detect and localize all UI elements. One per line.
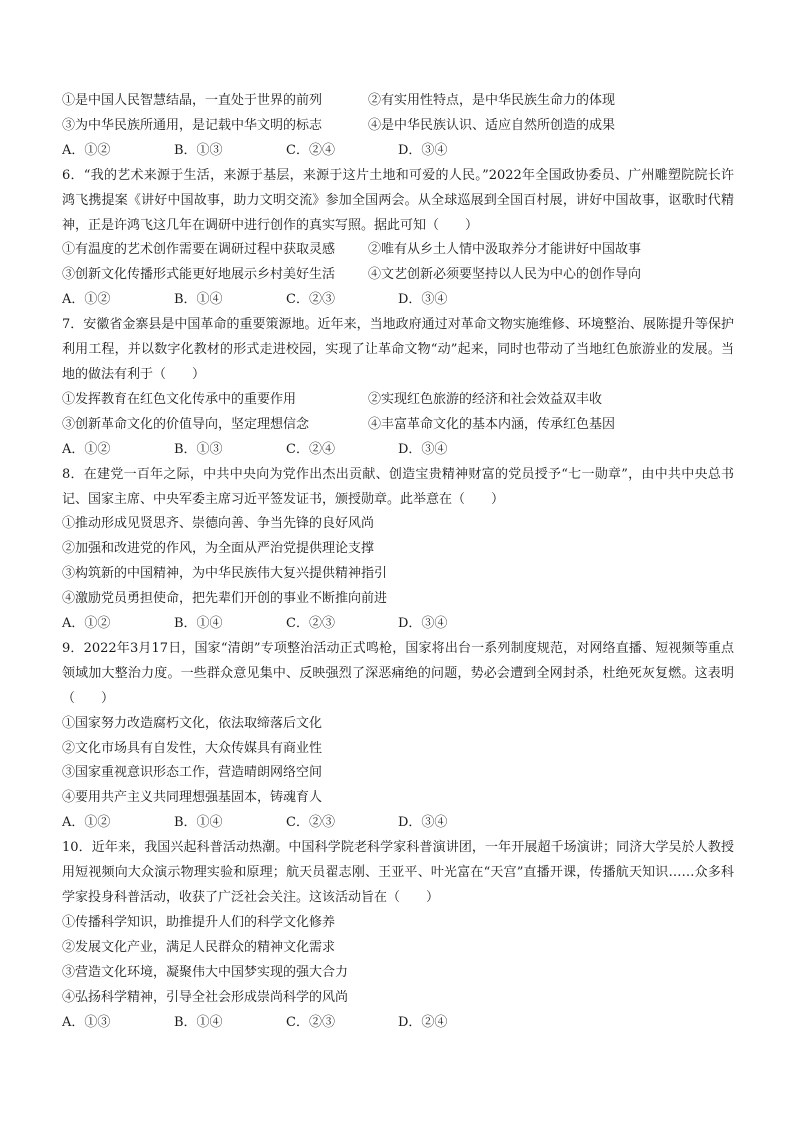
option-4: ④文艺创新必须要坚持以人民为中心的创作导向 — [368, 267, 642, 283]
option-1: ①发挥教育在红色文化传承中的重要作用 — [62, 391, 297, 407]
option-row — [62, 238, 734, 263]
option-row — [62, 413, 734, 438]
answer-b: B．①③ — [174, 441, 223, 457]
answer-a: A．①② — [62, 815, 111, 831]
exam-page — [62, 89, 734, 1035]
answer-a: A．①③ — [62, 1014, 111, 1030]
question-7 — [62, 313, 734, 462]
question-9 — [62, 637, 734, 836]
answer-choices — [62, 1011, 734, 1036]
option-row — [62, 263, 734, 288]
option-row — [62, 89, 734, 114]
answer-c: C．②③ — [286, 292, 335, 308]
option-2: ②实现红色旅游的经济和社会效益双丰收 — [368, 391, 603, 407]
option-1: ①有温度的艺术创作需要在调研过程中获取灵感 — [62, 242, 336, 258]
answer-d: D．③④ — [398, 441, 448, 457]
answer-c: C．②④ — [286, 441, 335, 457]
answer-choices — [62, 612, 734, 637]
answer-a: A．①② — [62, 142, 111, 158]
answer-c: C．②④ — [286, 142, 335, 158]
answer-d: D．③④ — [398, 616, 448, 632]
question-stem: 8．在建党一百年之际，中共中央向为党作出杰出贡献、创造宝贵精神财富的党员授予“七一勋章”，由中共中央总书记、国家主席、中央军委主席习近平签发证书，颁授勋章。此举意在（ ） — [62, 466, 734, 507]
question-8 — [62, 463, 734, 637]
option-3: ③构筑新的中国精神，为中华民族伟大复兴提供精神指引 — [62, 566, 388, 582]
answer-choices — [62, 288, 734, 313]
answer-b: B．①④ — [174, 292, 223, 308]
answer-b: B．①④ — [174, 616, 223, 632]
option-3: ③创新革命文化的价值导向，坚定理想信念 — [62, 416, 310, 432]
question-5-options — [62, 89, 734, 164]
option-4: ④要用共产主义共同理想强基固本，铸魂育人 — [62, 790, 323, 806]
answer-c: C．②③ — [286, 1014, 335, 1030]
option-row — [62, 114, 734, 139]
answer-choices — [62, 139, 734, 164]
answer-a: A．①② — [62, 616, 111, 632]
question-stem: 10．近年来，我国兴起科普活动热潮。中国科学院老科学家科普演讲团，一年开展超千场演讲；同济大学吴於人教授用短视频向大众演示物理实验和原理；航天员翟志刚、王亚平、叶光富在“天宫”直播开课，传播航天知识……众多科学家投身科普活动，收获了广泛社会关注。这该活动旨在（ ） — [62, 840, 734, 905]
answer-b: B．①④ — [174, 1014, 223, 1030]
option-1: ①国家努力改造腐朽文化，依法取缔落后文化 — [62, 715, 323, 731]
option-2: ②有实用性特点，是中华民族生命力的体现 — [368, 93, 616, 108]
option-4: ④弘扬科学精神，引导全社会形成崇尚科学的风尚 — [62, 989, 349, 1005]
question-6 — [62, 164, 734, 313]
option-4: ④是中华民族认识、适应自然所创造的成果 — [368, 117, 616, 133]
option-4: ④激励党员勇担使命，把先辈们开创的事业不断推向前进 — [62, 591, 388, 607]
option-1: ①传播科学知识，助推提升人们的科学文化修养 — [62, 914, 336, 930]
option-2: ②发展文化产业，满足人民群众的精神文化需求 — [62, 939, 336, 955]
answer-choices — [62, 438, 734, 463]
option-4: ④丰富革命文化的基本内涵，传承红色基因 — [368, 416, 616, 432]
option-2: ②加强和改进党的作风，为全面从严治党提供理论支撑 — [62, 541, 375, 557]
answer-b: B．①③ — [174, 142, 223, 158]
answer-c: C．②③ — [286, 616, 335, 632]
answer-c: C．②③ — [286, 815, 335, 831]
option-1: ①推动形成见贤思齐、崇德向善、争当先锋的良好风尚 — [62, 516, 375, 532]
question-stem: 7．安徽省金寨县是中国革命的重要策源地。近年来，当地政府通过对革命文物实施维修、环境整治、展陈提升等保护利用工程，并以数字化教材的形式走进校园，实现了让革命文物“动”起来，同时也带动了当地红色旅游业的发展。当地的做法有利于（ ） — [62, 317, 734, 382]
answer-d: D．②④ — [398, 1014, 448, 1030]
option-2: ②文化市场具有自发性，大众传媒具有商业性 — [62, 740, 323, 756]
answer-a: A．①② — [62, 441, 111, 457]
question-stem: 9．2022年3月17日，国家“清朗”专项整治活动正式鸣枪，国家将出台一系列制度规范，对网络直播、短视频等重点领域加大整治力度。一些群众意见集中、反映强烈了深恶痛绝的问题，势必会遭到全网封杀，杜绝死灰复燃。这表明（ ） — [62, 640, 734, 706]
option-3: ③创新文化传播形式能更好地展示乡村美好生活 — [62, 267, 336, 283]
answer-d: D．③④ — [398, 815, 448, 831]
answer-d: D．③④ — [398, 292, 448, 308]
question-stem: 6．“我的艺术来源于生活，来源于基层，来源于这片土地和可爱的人民。”2022年全国政协委员、广州雕塑院院长许鸿飞携提案《讲好中国故事，助力文明交流》参加全国两会。从全球巡展到全国百村展，讲好中国故事，讴歌时代精神，正是许鸿飞这几年在调研中进行创作的真实写照。据此可知（ ） — [62, 167, 734, 233]
answer-a: A．①② — [62, 292, 111, 308]
option-3: ③营造文化环境，凝聚伟大中国梦实现的强大合力 — [62, 964, 349, 980]
option-1: ①是中国人民智慧结晶，一直处于世界的前列 — [62, 93, 323, 108]
question-10 — [62, 836, 734, 1035]
answer-b: B．①④ — [174, 815, 223, 831]
option-2: ②唯有从乡土人情中汲取养分才能讲好中国故事 — [368, 242, 642, 258]
answer-choices — [62, 811, 734, 836]
option-3: ③为中华民族所通用，是记载中华文明的标志 — [62, 117, 323, 133]
option-row — [62, 388, 734, 413]
answer-d: D．③④ — [398, 142, 448, 158]
option-3: ③国家重视意识形态工作，营造晴朗网络空间 — [62, 765, 323, 781]
